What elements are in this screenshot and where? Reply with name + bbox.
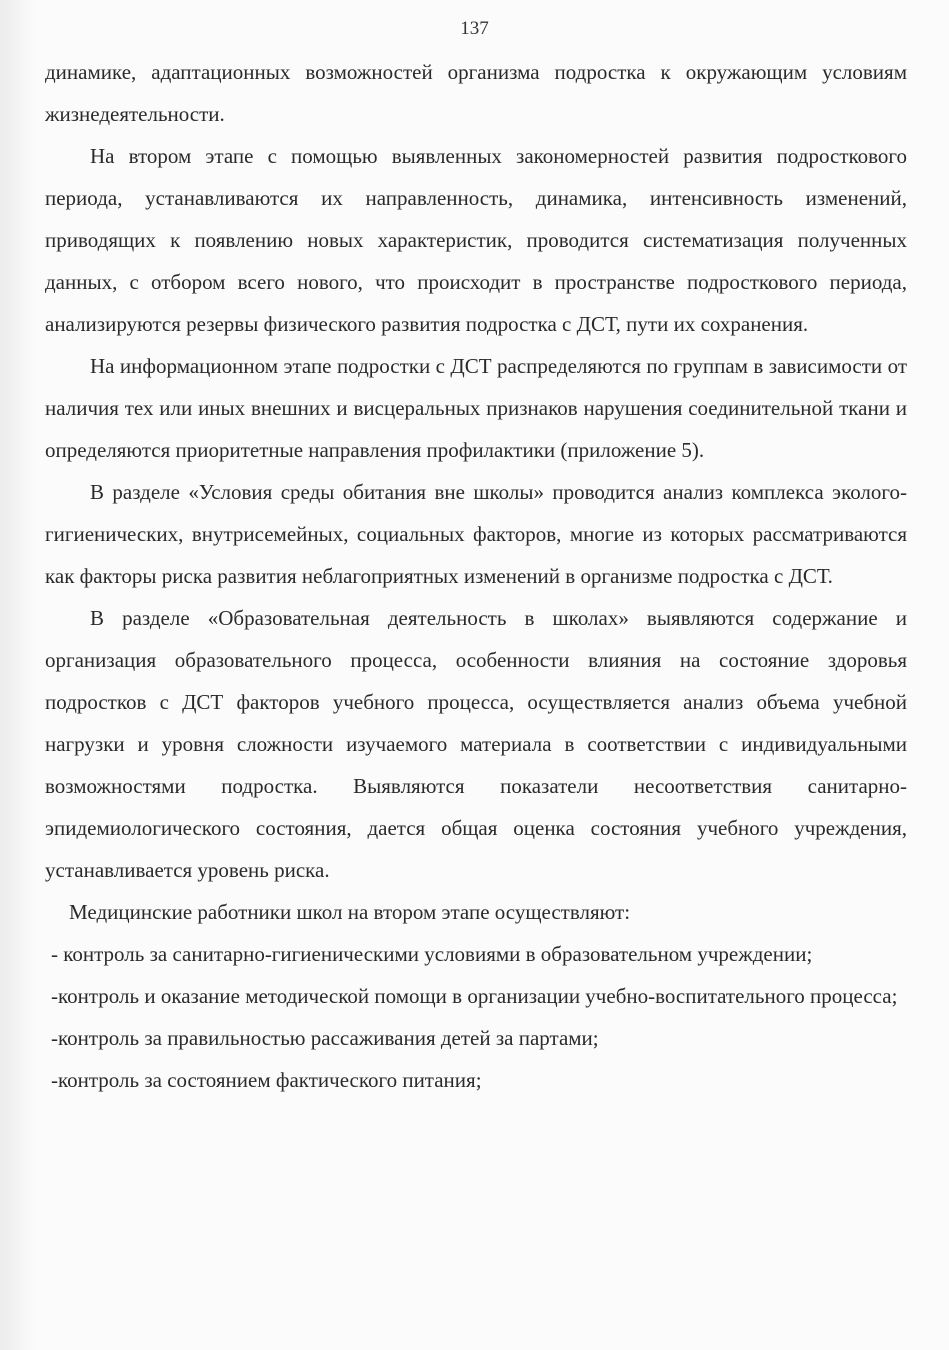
paragraph-second-stage: На втором этапе с помощью выявленных закономерностей развития подросткового периода, устанавливаются их направленность, динамика, интенсивность изменений, приводящих к появлению новых характеристик, проводится систематизация полученных данных, с отбором всего нового, что происходит в пространстве подросткового периода, анализируются резервы физического развития подростка с ДСТ, пути их сохранения. (45, 144, 907, 336)
paragraph-environment-section: В разделе «Условия среды обитания вне школы» проводится анализ комплекса эколого-гигиенических, внутрисемейных, социальных факторов, многие из которых рассматриваются как факторы риска развития неблагоприятных изменений в организме подростка с ДСТ. (45, 480, 907, 588)
scan-shadow-edge (0, 0, 38, 1350)
list-heading: Медицинские работники школ на втором этапе осуществляют: (69, 900, 631, 924)
paragraph-information-stage: На информационном этапе подростки с ДСТ распределяются по группам в зависимости от наличия тех или иных внешних и висцеральных признаков нарушения соединительной ткани и определяются приоритетные направления профилактики (приложение 5). (45, 354, 907, 462)
paragraph-continuation: динамике, адаптационных возможностей организма подростка к окружающим условиям жизнедеятельности. (45, 60, 907, 126)
document-body (45, 51, 907, 1101)
list-item: -контроль за состоянием фактического питания; (51, 1068, 482, 1092)
list-item: -контроль за правильностью рассаживания детей за партами; (51, 1026, 599, 1050)
list-item: -контроль и оказание методической помощи в организации учебно-воспитательного процесса; (51, 984, 898, 1008)
list-item: - контроль за санитарно-гигиеническими условиями в образовательном учреждении; (51, 942, 813, 966)
page-number: 137 (460, 18, 489, 39)
paragraph-education-section: В разделе «Образовательная деятельность в школах» выявляются содержание и организация образовательного процесса, особенности влияния на состояние здоровья подростков с ДСТ факторов учебного процесса, осуществляется анализ объема учебной нагрузки и уровня сложности изучаемого материала в соответствии с индивидуальными возможностями подростка. Выявляются показатели несоответствия санитарно-эпидемиологического состояния, дается общая оценка состояния учебного учреждения, устанавливается уровень риска. (45, 606, 907, 882)
